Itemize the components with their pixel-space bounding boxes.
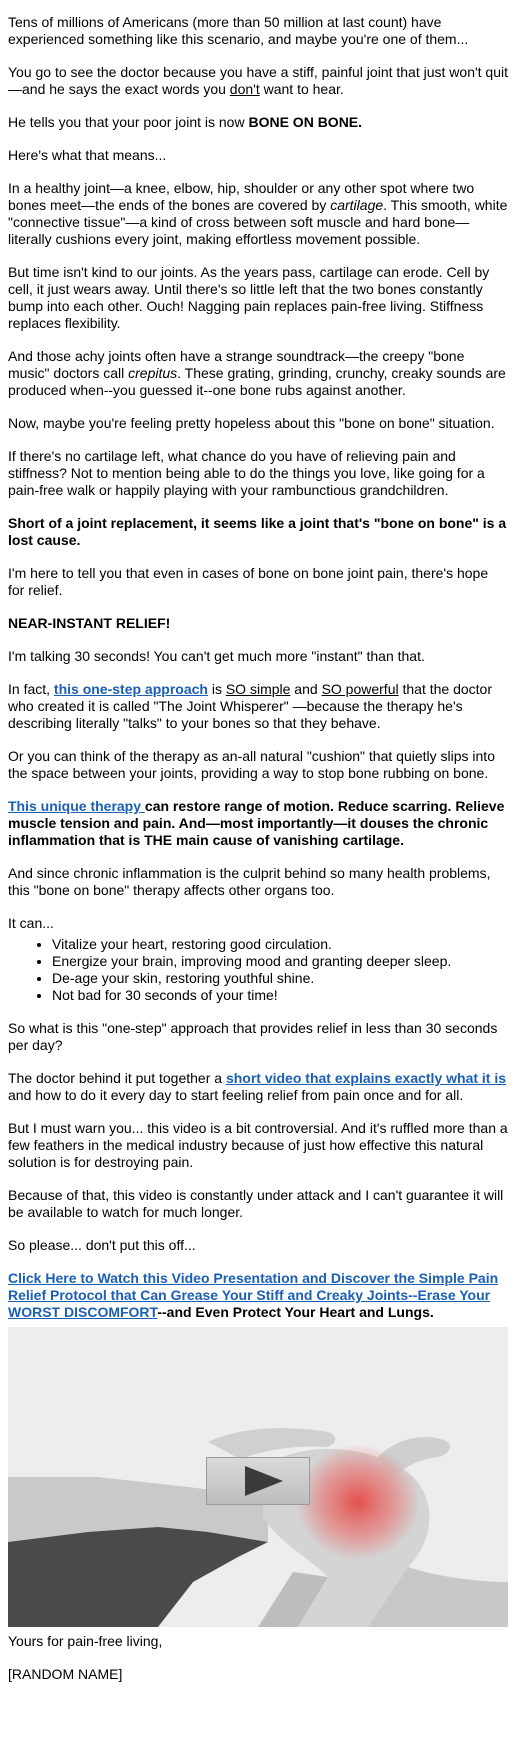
- signoff: Yours for pain-free living,: [8, 1633, 163, 1649]
- hope-paragraph: I'm here to tell you that even in cases of bone on bone joint pain, there's hope for relief.: [8, 565, 489, 598]
- cta-paragraph: [8, 1270, 508, 1321]
- time-paragraph: But time isn't kind to our joints. As the years pass, cartilage can erode. Cell by cell, it just wears away. Until there's so little left that the two bones constantly bump into each other. Ouch! Nagging pain replaces pain-free living. Stiffness replaces flexibility.: [8, 264, 490, 331]
- watch-video-link[interactable]: Click Here to Watch this Video Presentation and Discover the Simple Pain Relief Protocol that Can Grease Your Stiff and Creaky Joints--Erase Your WORST DISCOMFORT: [8, 1270, 499, 1320]
- bold-text: BONE ON BONE.: [248, 114, 363, 130]
- question-paragraph: So what is this "one-step" approach that provides relief in less than 30 seconds per day?: [8, 1020, 498, 1053]
- thirty-seconds-paragraph: I'm talking 30 seconds! You can't get much more "instant" than that.: [8, 648, 425, 664]
- text: In a healthy joint—a knee, elbow, hip, shoulder or any other spot where two bones meet—the ends of the bones are covered by: [8, 180, 475, 213]
- email-body: [8, 14, 508, 1699]
- it-can-paragraph: It can...: [8, 915, 54, 931]
- meaning-paragraph: Here's what that means...: [8, 147, 167, 163]
- text: is: [207, 681, 226, 697]
- cushion-paragraph: Or you can think of the therapy as an-all natural "cushion" that quietly slips into the space between your joints, providing a way to stop bone rubbing on bone.: [8, 748, 495, 781]
- cartilage-paragraph: [8, 180, 508, 248]
- list-item: • De-age your skin, restoring youthful shine.: [52, 970, 508, 987]
- crepitus-paragraph: [8, 348, 508, 399]
- italic-text: cartilage: [330, 197, 384, 213]
- short-video-link[interactable]: short video that explains exactly what it is: [225, 1070, 507, 1086]
- text: and how to do it every day to start feeling relief from pain once and for all.: [8, 1087, 464, 1103]
- no-cartilage-paragraph: If there's no cartilage left, what chance do you have of relieving pain and stiffness? Not to mention being able to do the things you love, like going for a pain-free walk or happily playing with your rambunctious grandchildren.: [8, 448, 485, 498]
- text: The doctor behind it put together a: [8, 1070, 226, 1086]
- text: In fact,: [8, 681, 54, 697]
- intro-paragraph: Tens of millions of Americans (more than 50 million at last count) have experienced something like this scenario, and maybe you're one of them...: [8, 14, 469, 47]
- underlined-text: don't: [229, 81, 260, 97]
- list-item: • Energize your brain, improving mood and granting deeper sleep.: [52, 953, 508, 970]
- bold-text: can restore range of motion. Reduce scarring. Relieve muscle tension and pain. And—most importantly—it douses the chronic inflammation that is THE main cause of vanishing cartilage.: [8, 798, 505, 848]
- near-instant-heading: NEAR-INSTANT RELIEF!: [8, 615, 171, 631]
- underlined-text: SO simple: [225, 681, 291, 697]
- benefits-list: [8, 936, 508, 1004]
- text: And those achy joints often have a strange soundtrack—the creepy "bone music" doctors call: [8, 348, 465, 381]
- one-step-approach-link[interactable]: this one-step approach: [53, 681, 208, 697]
- text: He tells you that your poor joint is now: [8, 114, 249, 130]
- underlined-text: SO powerful: [321, 681, 399, 697]
- play-icon: [245, 1466, 283, 1496]
- italic-text: crepitus: [128, 365, 178, 381]
- text: that the doctor who created it is called "The Joint Whisperer" —because the therapy he's describing literally "talks" to your bones so that they behave.: [8, 681, 493, 731]
- list-item: • Not bad for 30 seconds of your time!: [52, 987, 508, 1004]
- text: . This smooth, white "connective tissue"—a kind of cross between soft muscle and hard bone—literally cushions every joint, making effortless movement possible.: [8, 197, 508, 247]
- video-paragraph: [8, 1070, 508, 1104]
- lost-cause-paragraph: Short of a joint replacement, it seems like a joint that's "bone on bone" is a lost cause.: [8, 515, 507, 548]
- hopeless-paragraph: Now, maybe you're feeling pretty hopeless about this "bone on bone" situation.: [8, 415, 495, 431]
- attack-paragraph: Because of that, this video is constantly under attack and I can't guarantee it will be available to watch for much longer.: [8, 1187, 504, 1220]
- video-thumbnail[interactable]: [8, 1327, 508, 1627]
- sender-name: [RANDOM NAME]: [8, 1666, 123, 1682]
- text: . These grating, grinding, crunchy, creaky sounds are produced when--you guessed it--one bone rubs against another.: [8, 365, 506, 398]
- unique-therapy-paragraph: [8, 798, 508, 849]
- text: want to hear.: [259, 81, 344, 97]
- joint-whisperer-paragraph: [8, 681, 508, 732]
- play-button[interactable]: [206, 1457, 310, 1505]
- text: You go to see the doctor because you have a stiff, painful joint that just won't quit—and he says the exact words you: [8, 64, 509, 97]
- text: and: [290, 681, 322, 697]
- list-item: • Vitalize your heart, restoring good circulation.: [52, 936, 508, 953]
- bone-on-bone-paragraph: [8, 114, 508, 131]
- doctor-paragraph: [8, 64, 508, 98]
- dont-put-off-paragraph: So please... don't put this off...: [8, 1237, 196, 1253]
- bold-text: --and Even Protect Your Heart and Lungs.: [157, 1304, 434, 1320]
- unique-therapy-link[interactable]: This unique therapy: [8, 798, 145, 814]
- warning-paragraph: But I must warn you... this video is a bit controversial. And it's ruffled more than a few feathers in the medical industry because of just how effective this natural solution is for destroying pain.: [8, 1120, 508, 1170]
- inflammation-paragraph: And since chronic inflammation is the culprit behind so many health problems, this "bone on bone" therapy affects other organs too.: [8, 865, 491, 898]
